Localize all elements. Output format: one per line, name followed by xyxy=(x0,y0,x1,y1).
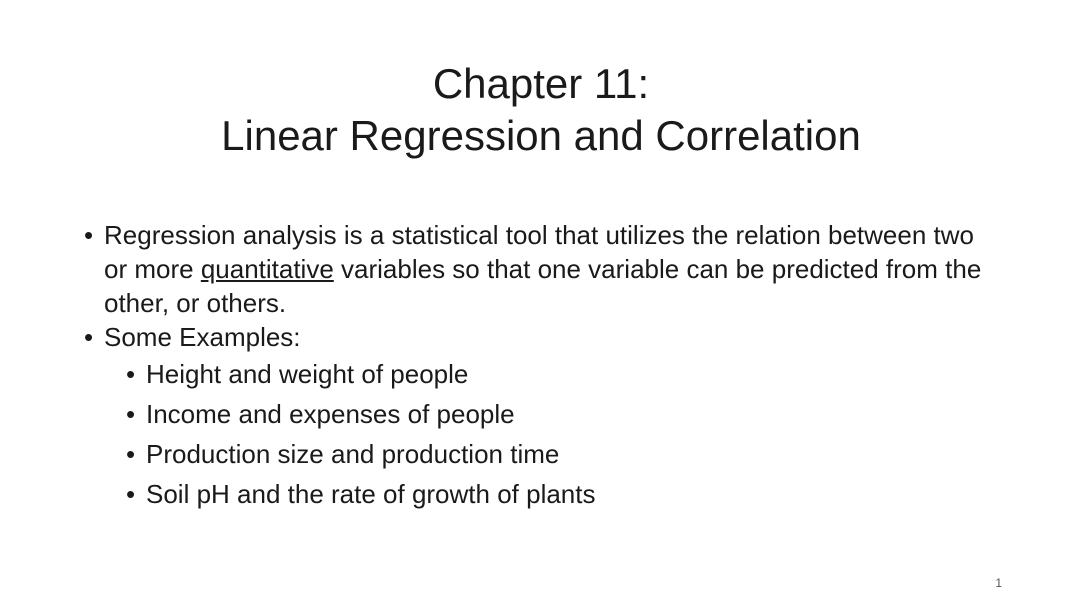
bullet-regression-definition xyxy=(84,218,984,320)
bullet-dot: • xyxy=(126,359,136,389)
example-item xyxy=(126,474,984,514)
bullet-text-after: variables so that one variable can be predicted from the other, or others. xyxy=(104,254,982,318)
bullet-text-before: Regression analysis is a statistical tool that utilizes the relation between two or more xyxy=(104,220,974,284)
example-text: Height and weight of people xyxy=(146,359,469,389)
bullet-dot: • xyxy=(126,399,136,429)
example-item xyxy=(126,354,984,394)
example-text: Income and expenses of people xyxy=(146,399,515,429)
title-line-2: Linear Regression and Correlation xyxy=(221,112,861,159)
bullet-dot: • xyxy=(84,220,94,250)
bullet-dot: • xyxy=(126,479,136,509)
underlined-word: quantitative xyxy=(200,254,334,284)
example-text: Soil pH and the rate of growth of plants xyxy=(146,479,596,509)
example-text: Production size and production time xyxy=(146,439,560,469)
page-number: 1 xyxy=(995,576,1002,590)
bullet-dot: • xyxy=(126,439,136,469)
example-item xyxy=(126,394,984,434)
title-line-1: Chapter 11: xyxy=(432,60,650,107)
example-item xyxy=(126,434,984,474)
bullet-dot: • xyxy=(84,322,94,352)
slide-title xyxy=(0,58,1082,162)
bullet-some-examples xyxy=(84,320,984,354)
bullet-label: Some Examples: xyxy=(104,322,301,352)
slide-body xyxy=(84,218,984,514)
